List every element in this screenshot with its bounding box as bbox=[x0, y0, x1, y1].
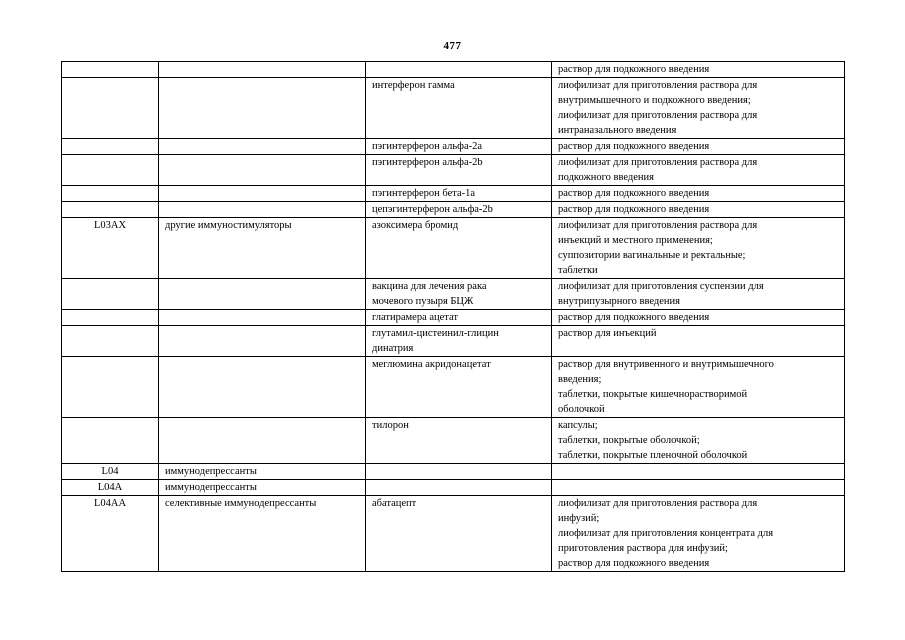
table-row bbox=[62, 186, 845, 202]
drug-name-cell: пэгинтерферон альфа-2a bbox=[366, 139, 552, 155]
table-row bbox=[62, 326, 845, 357]
dosage-form-cell: лиофилизат для приготовления раствора для подкожного введения bbox=[552, 155, 845, 186]
anatomic-group-cell bbox=[159, 202, 366, 218]
anatomic-group-cell: иммунодепрессанты bbox=[159, 464, 366, 480]
table-body bbox=[62, 62, 845, 572]
drug-name-cell bbox=[366, 464, 552, 480]
atc-code-cell bbox=[62, 78, 159, 139]
dosage-form-cell: лиофилизат для приготовления раствора для внутримышечного и подкожного введения; лиофилизат для приготовления раствора для интраназального введения bbox=[552, 78, 845, 139]
anatomic-group-cell bbox=[159, 139, 366, 155]
table-row bbox=[62, 218, 845, 279]
drug-name-cell: интерферон гамма bbox=[366, 78, 552, 139]
dosage-form-cell: лиофилизат для приготовления раствора для инфузий; лиофилизат для приготовления концентрата для приготовления раствора для инфузий; раствор для подкожного введения bbox=[552, 496, 845, 572]
anatomic-group-cell bbox=[159, 62, 366, 78]
anatomic-group-cell bbox=[159, 186, 366, 202]
atc-code-cell: L04AA bbox=[62, 496, 159, 572]
anatomic-group-cell bbox=[159, 326, 366, 357]
drug-name-cell: пэгинтерферон альфа-2b bbox=[366, 155, 552, 186]
page-number: 477 bbox=[443, 40, 462, 52]
drug-name-cell bbox=[366, 480, 552, 496]
dosage-form-cell: капсулы; таблетки, покрытые оболочкой; таблетки, покрытые пленочной оболочкой bbox=[552, 418, 845, 464]
anatomic-group-cell bbox=[159, 310, 366, 326]
table-row bbox=[62, 464, 845, 480]
table-row bbox=[62, 496, 845, 572]
table-row bbox=[62, 78, 845, 139]
atc-code-cell bbox=[62, 326, 159, 357]
anatomic-group-cell: другие иммуностимуляторы bbox=[159, 218, 366, 279]
atc-code-cell bbox=[62, 279, 159, 310]
anatomic-group-cell bbox=[159, 357, 366, 418]
drug-name-cell: глутамил-цистеинил-глицин динатрия bbox=[366, 326, 552, 357]
table-row bbox=[62, 139, 845, 155]
table-row bbox=[62, 279, 845, 310]
dosage-form-cell: раствор для подкожного введения bbox=[552, 202, 845, 218]
drug-name-cell: меглюмина акридонацетат bbox=[366, 357, 552, 418]
dosage-form-cell: лиофилизат для приготовления раствора для инъекций и местного применения; суппозитории вагинальные и ректальные; таблетки bbox=[552, 218, 845, 279]
dosage-form-cell bbox=[552, 480, 845, 496]
atc-code-cell bbox=[62, 186, 159, 202]
drug-name-cell: глатирамера ацетат bbox=[366, 310, 552, 326]
table-row bbox=[62, 480, 845, 496]
atc-code-cell bbox=[62, 310, 159, 326]
dosage-form-cell bbox=[552, 464, 845, 480]
drug-name-cell: вакцина для лечения рака мочевого пузыря БЦЖ bbox=[366, 279, 552, 310]
atc-code-cell: L04A bbox=[62, 480, 159, 496]
table-row bbox=[62, 202, 845, 218]
dosage-form-cell: раствор для внутривенного и внутримышечного введения; таблетки, покрытые кишечнорастворимой оболочкой bbox=[552, 357, 845, 418]
drug-name-cell: пэгинтерферон бета-1a bbox=[366, 186, 552, 202]
atc-code-cell bbox=[62, 62, 159, 78]
atc-code-cell: L04 bbox=[62, 464, 159, 480]
table-row bbox=[62, 310, 845, 326]
anatomic-group-cell bbox=[159, 279, 366, 310]
anatomic-group-cell: селективные иммунодепрессанты bbox=[159, 496, 366, 572]
table-row bbox=[62, 155, 845, 186]
table-row bbox=[62, 62, 845, 78]
drug-name-cell: азоксимера бромид bbox=[366, 218, 552, 279]
dosage-form-cell: раствор для инъекций bbox=[552, 326, 845, 357]
atc-code-cell bbox=[62, 357, 159, 418]
anatomic-group-cell bbox=[159, 78, 366, 139]
atc-code-cell bbox=[62, 155, 159, 186]
atc-code-cell bbox=[62, 202, 159, 218]
table-row bbox=[62, 418, 845, 464]
drug-table bbox=[61, 61, 845, 572]
dosage-form-cell: раствор для подкожного введения bbox=[552, 310, 845, 326]
drug-name-cell bbox=[366, 62, 552, 78]
dosage-form-cell: лиофилизат для приготовления суспензии для внутрипузырного введения bbox=[552, 279, 845, 310]
anatomic-group-cell bbox=[159, 418, 366, 464]
dosage-form-cell: раствор для подкожного введения bbox=[552, 62, 845, 78]
atc-code-cell: L03AX bbox=[62, 218, 159, 279]
drug-name-cell: абатацепт bbox=[366, 496, 552, 572]
anatomic-group-cell bbox=[159, 155, 366, 186]
drug-name-cell: тилорон bbox=[366, 418, 552, 464]
drug-name-cell: цепэгинтерферон альфа-2b bbox=[366, 202, 552, 218]
dosage-form-cell: раствор для подкожного введения bbox=[552, 186, 845, 202]
anatomic-group-cell: иммунодепрессанты bbox=[159, 480, 366, 496]
table-row bbox=[62, 357, 845, 418]
dosage-form-cell: раствор для подкожного введения bbox=[552, 139, 845, 155]
atc-code-cell bbox=[62, 418, 159, 464]
atc-code-cell bbox=[62, 139, 159, 155]
